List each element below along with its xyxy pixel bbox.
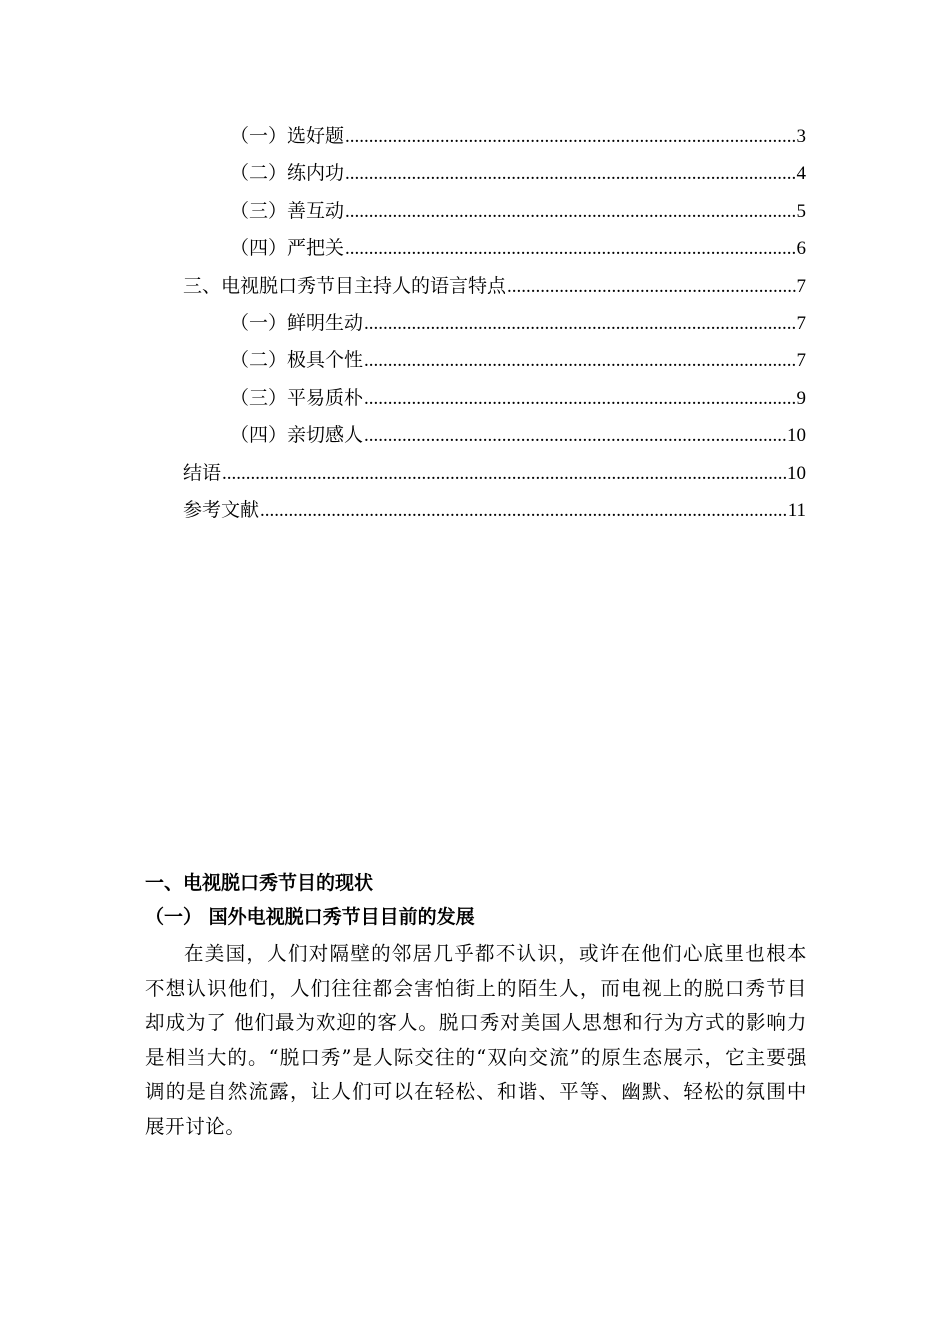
toc-entry[interactable] — [183, 268, 806, 305]
toc-entry-label: 结语 — [183, 461, 222, 484]
toc-entry-label: （一）选好题 — [230, 125, 345, 147]
toc-leader-dots — [345, 118, 795, 155]
toc-entry-label: （四）亲切感人 — [230, 424, 364, 447]
toc-page-number: 5 — [796, 200, 806, 222]
toc-page-number: 10 — [787, 462, 806, 484]
body-paragraph: 在美国，人们对隔壁的邻居几乎都不认识，或许在他们心底里也根本不想认识他们，人们往往都会害怕街上的陌生人，而电视上的脱口秀节目却成为了 他们最为欢迎的客人。脱口秀对美国人思想和行为方式的影响力是相当大的。“脱口秀”是人际交往的“双向交流”的原生态展示，它主要强调的是自然流露，让人们可以在轻松、和谐、平等、幽默、轻松的氛围中展开讨论。 — [145, 942, 807, 1138]
toc-entry[interactable] — [230, 230, 806, 267]
toc-page-number: 10 — [787, 425, 806, 447]
toc-leader-dots — [507, 268, 795, 305]
toc-page-number: 3 — [796, 126, 806, 147]
toc-leader-dots — [364, 380, 795, 417]
toc-page-number: 9 — [796, 387, 806, 409]
toc-entry[interactable] — [183, 455, 806, 492]
toc-page-number: 4 — [796, 163, 806, 185]
toc-page-number: 7 — [796, 350, 806, 372]
toc-entry-label: （三）平易质朴 — [230, 386, 364, 409]
body-section — [145, 866, 807, 1144]
toc-entry-label: （二）极具个性 — [230, 349, 364, 372]
toc-entry-label: （三）善互动 — [230, 199, 345, 222]
toc-leader-dots — [260, 492, 787, 529]
toc-entry-label: （二）练内功 — [230, 162, 345, 185]
toc-entry-label: 三、电视脱口秀节目主持人的语言特点 — [183, 274, 507, 297]
toc-leader-dots — [222, 455, 786, 492]
toc-leader-dots — [345, 155, 795, 192]
toc-leader-dots — [345, 230, 795, 267]
subsection-heading: （一） 国外电视脱口秀节目目前的发展 — [145, 906, 475, 928]
toc-page-number: 7 — [796, 275, 806, 297]
toc-page-number: 11 — [787, 499, 806, 521]
toc-entry[interactable] — [230, 118, 806, 155]
toc-leader-dots — [364, 417, 786, 454]
section-heading: 一、电视脱口秀节目的现状 — [145, 872, 374, 894]
toc-leader-dots — [364, 305, 795, 342]
toc-entry[interactable] — [230, 380, 806, 417]
toc-entry[interactable] — [230, 305, 806, 342]
toc-page-number: 7 — [796, 312, 806, 334]
toc-entry[interactable] — [183, 492, 806, 529]
table-of-contents — [0, 118, 950, 529]
toc-entry[interactable] — [230, 342, 806, 379]
toc-entry-label: 参考文献 — [183, 498, 260, 521]
toc-page-number: 6 — [796, 238, 806, 260]
toc-entry-label: （四）严把关 — [230, 237, 345, 260]
toc-leader-dots — [345, 193, 795, 230]
toc-entry[interactable] — [230, 193, 806, 230]
toc-leader-dots — [364, 342, 795, 379]
toc-entry[interactable] — [230, 417, 806, 454]
toc-entry[interactable] — [230, 155, 806, 192]
toc-entry-label: （一）鲜明生动 — [230, 311, 364, 334]
